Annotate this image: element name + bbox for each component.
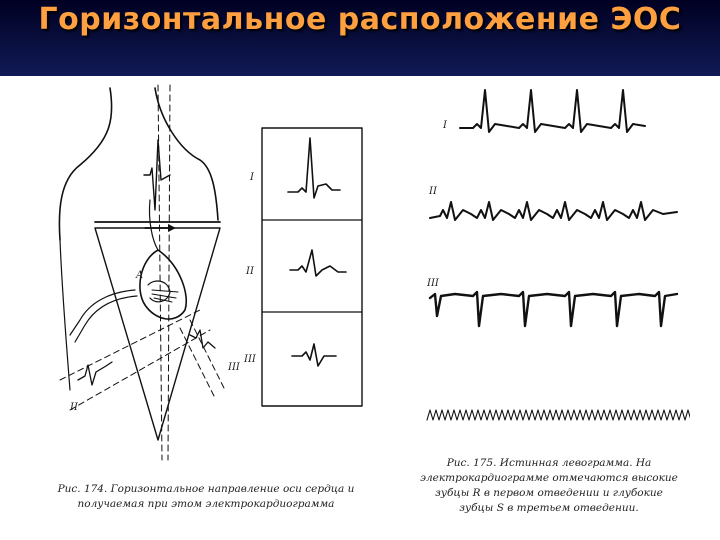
panel-lead-iii: III xyxy=(244,354,256,365)
strip-lead-iii: III xyxy=(427,278,439,289)
panel-lead-i: I xyxy=(250,172,254,183)
panel-lead-ii: II xyxy=(246,266,254,277)
left-figure-drawing xyxy=(40,80,370,480)
body-label-ii: II xyxy=(70,402,78,413)
right-figure-drawing xyxy=(415,80,690,440)
strip-lead-ii: II xyxy=(429,186,437,197)
body-label-iii: III xyxy=(228,362,240,373)
body-label-a: A xyxy=(136,270,144,281)
title-bar xyxy=(0,0,720,76)
slide-title: Горизонтальное расположение ЭОС xyxy=(38,2,682,37)
right-figure-caption: Рис. 175. Истинная левограмма. На электрокардиограмме отмечаются высокие зубцы R в первом отведении и глубокие зубцы S в третьем отведении. xyxy=(420,457,678,514)
left-figure-caption: Рис. 174. Горизонтальное направление оси сердца и получаемая при этом электрокардиограмма xyxy=(57,483,355,510)
strip-lead-i: I xyxy=(443,120,447,131)
